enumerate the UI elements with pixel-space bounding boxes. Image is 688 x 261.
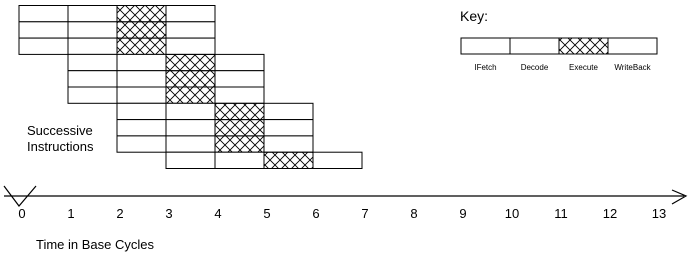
instruction-row xyxy=(117,136,313,152)
stage-cell-execute xyxy=(166,87,215,103)
stage-cell-execute xyxy=(264,152,313,168)
stage-cell-decode xyxy=(215,152,264,168)
stage-cell-execute xyxy=(215,136,264,152)
side-label-line2: Instructions xyxy=(27,139,94,154)
stage-cell-ifetch xyxy=(68,54,117,70)
key-label-writeback: WriteBack xyxy=(614,63,651,72)
stage-cell-writeback xyxy=(166,22,215,38)
instruction-row xyxy=(19,38,215,54)
stage-cell-writeback xyxy=(313,152,362,168)
key-legend xyxy=(461,38,657,72)
stage-cell-decode xyxy=(117,71,166,87)
key-label-ifetch: IFetch xyxy=(474,63,497,72)
key-swatch-writeback xyxy=(608,38,657,54)
stage-cell-decode xyxy=(166,120,215,136)
tick-label: 7 xyxy=(361,206,369,221)
stage-cell-decode xyxy=(117,87,166,103)
successive-instructions-label xyxy=(27,123,93,155)
stage-cell-ifetch xyxy=(166,152,215,168)
stage-cell-execute xyxy=(215,120,264,136)
side-label-line1: Successive xyxy=(27,123,93,138)
tick-label: 11 xyxy=(554,206,568,221)
stage-cell-decode xyxy=(68,22,117,38)
key-swatch-ifetch xyxy=(461,38,510,54)
stage-cell-ifetch xyxy=(68,87,117,103)
stage-cell-ifetch xyxy=(19,38,68,54)
instruction-row xyxy=(117,120,313,136)
stage-cell-writeback xyxy=(215,71,264,87)
stage-cell-decode xyxy=(68,38,117,54)
tick-label: 6 xyxy=(312,206,320,221)
stage-cell-decode xyxy=(166,136,215,152)
tick-label: 13 xyxy=(651,206,667,221)
stage-cell-ifetch xyxy=(68,71,117,87)
stage-cell-writeback xyxy=(264,103,313,119)
stage-cell-execute xyxy=(117,38,166,54)
axis-title: Time in Base Cycles xyxy=(36,237,154,252)
tick-label: 12 xyxy=(602,206,618,221)
tick-label: 8 xyxy=(410,206,418,221)
key-label-execute: Execute xyxy=(569,63,598,72)
stage-cell-execute xyxy=(166,71,215,87)
tick-label: 1 xyxy=(67,206,75,221)
instruction-row xyxy=(68,54,264,70)
stage-cell-ifetch xyxy=(19,6,68,22)
stage-cell-execute xyxy=(215,103,264,119)
tick-label: 0 xyxy=(18,206,26,221)
key-swatch-execute xyxy=(559,38,608,54)
stage-cell-writeback xyxy=(264,120,313,136)
instruction-row xyxy=(68,71,264,87)
axis-arrow-head xyxy=(672,190,686,204)
stage-cell-execute xyxy=(166,54,215,70)
stage-cell-ifetch xyxy=(117,136,166,152)
stage-cell-ifetch xyxy=(19,22,68,38)
stage-cell-ifetch xyxy=(117,120,166,136)
stage-cell-execute xyxy=(117,6,166,22)
tick-label: 4 xyxy=(214,206,222,221)
stage-cell-decode xyxy=(117,54,166,70)
stage-cell-execute xyxy=(117,22,166,38)
tick-label: 5 xyxy=(263,206,271,221)
tick-label: 10 xyxy=(504,206,520,221)
instruction-row xyxy=(166,152,362,168)
stage-cell-writeback xyxy=(215,54,264,70)
key-title: Key: xyxy=(460,8,489,24)
instruction-row xyxy=(19,6,215,22)
stage-cell-decode xyxy=(166,103,215,119)
tick-label: 9 xyxy=(459,206,467,221)
stage-cell-writeback xyxy=(215,87,264,103)
tick-label: 2 xyxy=(116,206,124,221)
key-swatch-decode xyxy=(510,38,559,54)
tick-label: 3 xyxy=(165,206,173,221)
instruction-row xyxy=(19,22,215,38)
instruction-row xyxy=(117,103,313,119)
stage-cell-writeback xyxy=(166,6,215,22)
key-label-decode: Decode xyxy=(520,63,549,72)
stage-cell-ifetch xyxy=(117,103,166,119)
stage-cell-writeback xyxy=(264,136,313,152)
instruction-row xyxy=(68,87,264,103)
stage-cell-decode xyxy=(68,6,117,22)
time-axis xyxy=(4,186,686,221)
stage-cell-writeback xyxy=(166,38,215,54)
